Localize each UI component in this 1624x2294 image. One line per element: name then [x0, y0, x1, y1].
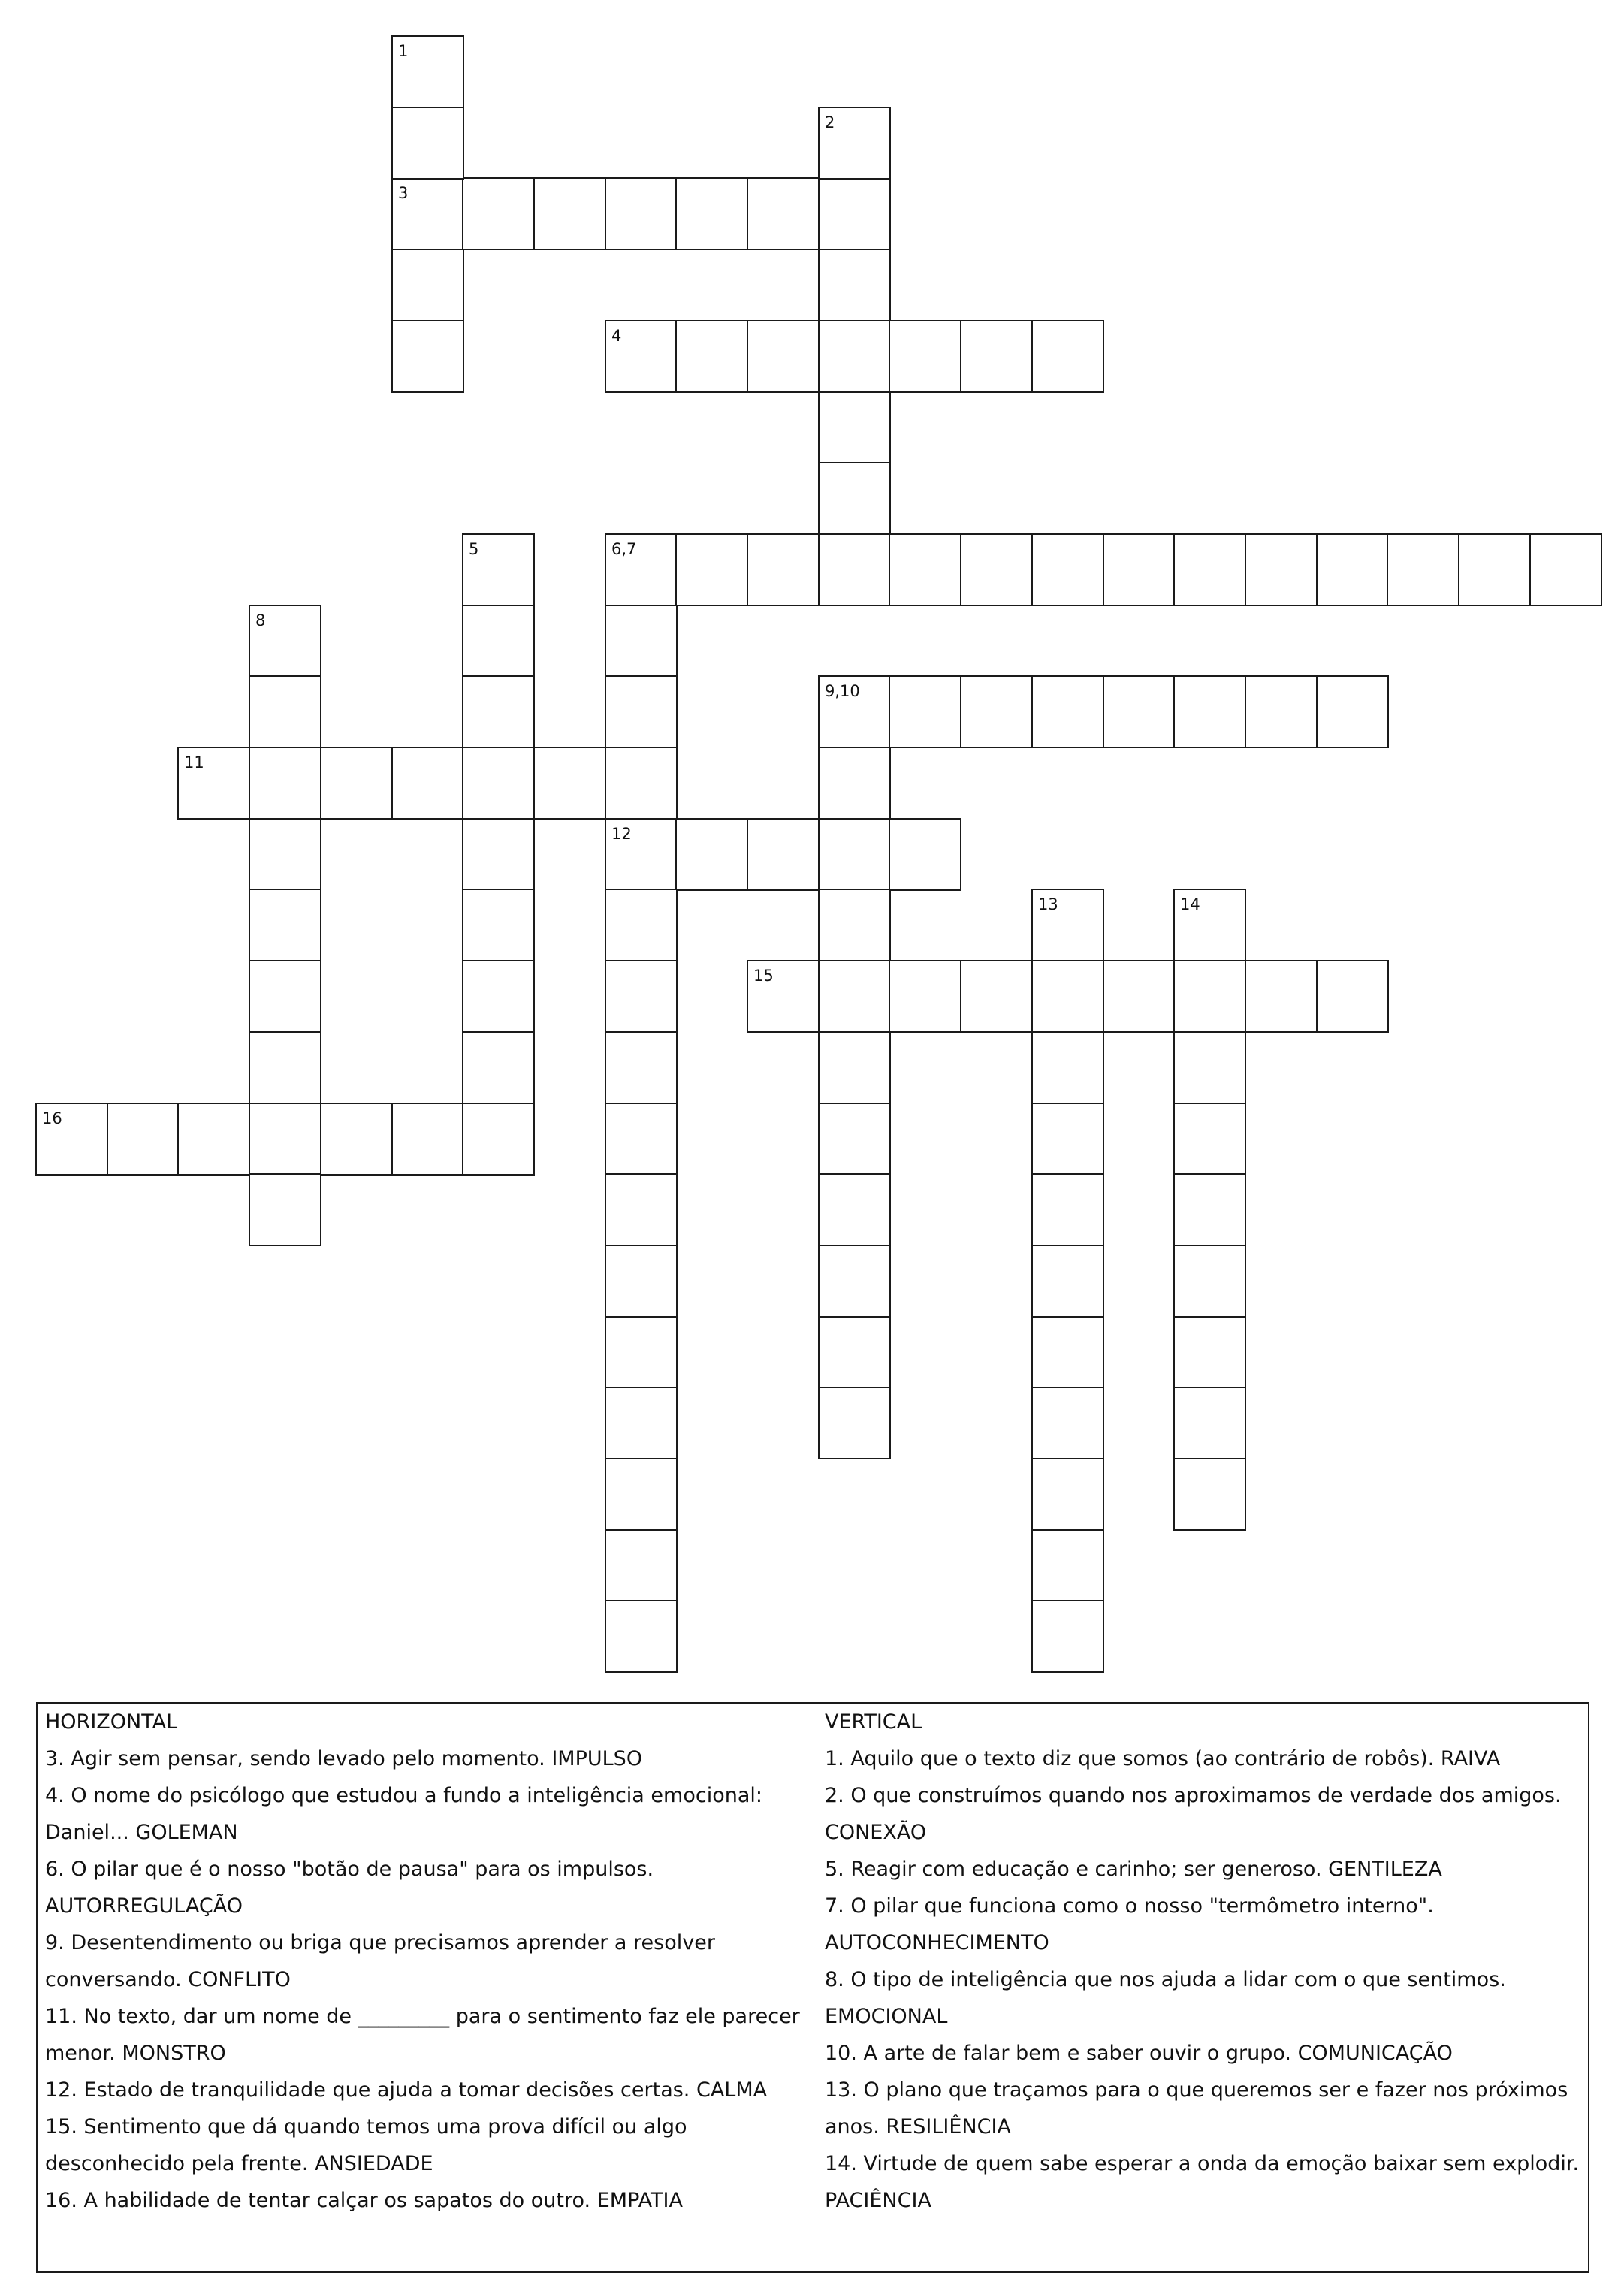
- clue-number: 13: [1038, 895, 1058, 913]
- crossword-cell[interactable]: [1031, 1103, 1104, 1176]
- crossword-cell[interactable]: [1529, 533, 1602, 606]
- crossword-cell[interactable]: [1316, 675, 1389, 748]
- clue-number: 5: [469, 540, 479, 558]
- crossword-cell[interactable]: [391, 1103, 464, 1176]
- crossword-cell[interactable]: [249, 747, 321, 820]
- crossword-cell[interactable]: [107, 1103, 180, 1176]
- clue-line: anos. RESILIÊNCIA: [825, 2115, 1011, 2139]
- crossword-cell[interactable]: [1173, 1245, 1246, 1318]
- clue-line: conversando. CONFLITO: [45, 1968, 291, 1991]
- crossword-cell[interactable]: [249, 1103, 321, 1176]
- clues-box: [36, 1702, 1589, 2273]
- crossword-cell[interactable]: [889, 818, 961, 891]
- crossword-cell[interactable]: [462, 177, 535, 250]
- crossword-cell[interactable]: [249, 675, 321, 748]
- crossword-cell[interactable]: [960, 533, 1033, 606]
- crossword-cell[interactable]: [818, 249, 891, 321]
- clue-line: 9. Desentendimento ou briga que precisamos aprender a resolver: [45, 1931, 715, 1954]
- clue-number: 1: [398, 42, 409, 60]
- clue-number: 2: [825, 113, 835, 131]
- crossword-cell[interactable]: [818, 747, 891, 820]
- crossword-cell[interactable]: [818, 320, 891, 393]
- crossword-cell[interactable]: [1103, 675, 1176, 748]
- crossword-cell[interactable]: [249, 889, 321, 961]
- crossword-cell[interactable]: [1173, 1316, 1246, 1389]
- crossword-cell[interactable]: [1458, 533, 1531, 606]
- crossword-cell[interactable]: [605, 747, 678, 820]
- crossword-cell[interactable]: [1173, 1458, 1246, 1531]
- crossword-cell[interactable]: [249, 818, 321, 891]
- horizontal-clues: [45, 1704, 800, 2219]
- crossword-cell[interactable]: [605, 960, 678, 1033]
- crossword-cell[interactable]: [889, 320, 961, 393]
- crossword-cell[interactable]: [889, 675, 961, 748]
- crossword-cell[interactable]: [605, 1600, 678, 1673]
- crossword-cell[interactable]: [1031, 1173, 1104, 1246]
- crossword-cell[interactable]: [605, 1103, 678, 1176]
- clue-line: 12. Estado de tranquilidade que ajuda a tomar decisões certas. CALMA: [45, 2078, 768, 2102]
- clue-line: HORIZONTAL: [45, 1710, 178, 1734]
- crossword-cell[interactable]: [1031, 320, 1104, 393]
- clue-line: 7. O pilar que funciona como o nosso "termômetro interno".: [825, 1894, 1434, 1918]
- clue-line: 3. Agir sem pensar, sendo levado pelo momento. IMPULSO: [45, 1747, 643, 1770]
- clue-line: CONEXÃO: [825, 1821, 927, 1844]
- crossword-cell[interactable]: [747, 818, 820, 891]
- crossword-cell[interactable]: [533, 177, 606, 250]
- crossword-cell[interactable]: [818, 1387, 891, 1459]
- crossword-cell[interactable]: [818, 1316, 891, 1389]
- clue-line: 15. Sentimento que dá quando temos uma prova difícil ou algo: [45, 2115, 687, 2139]
- clue-line: VERTICAL: [825, 1710, 922, 1734]
- crossword-cell[interactable]: [1031, 1529, 1104, 1602]
- crossword-cell[interactable]: [249, 1031, 321, 1104]
- crossword-cell[interactable]: [605, 1173, 678, 1246]
- crossword-cell[interactable]: [889, 533, 961, 606]
- clue-line: 16. A habilidade de tentar calçar os sapatos do outro. EMPATIA: [45, 2189, 683, 2212]
- clue-number: 16: [42, 1109, 62, 1127]
- crossword-cell[interactable]: [391, 107, 464, 180]
- clue-number: 11: [184, 753, 204, 771]
- crossword-cell[interactable]: [1031, 1245, 1104, 1318]
- crossword-cell[interactable]: [818, 1173, 891, 1246]
- clue-line: EMOCIONAL: [825, 2005, 948, 2028]
- clue-number: 14: [1180, 895, 1200, 913]
- crossword-cell[interactable]: [960, 675, 1033, 748]
- clue-number: 3: [398, 184, 409, 202]
- crossword-cell[interactable]: [605, 1031, 678, 1104]
- clue-line: 2. O que construímos quando nos aproximamos de verdade dos amigos.: [825, 1784, 1562, 1807]
- crossword-cell[interactable]: [391, 249, 464, 321]
- crossword-cell[interactable]: [462, 747, 535, 820]
- crossword-cell[interactable]: [747, 533, 820, 606]
- crossword-cell[interactable]: [605, 1316, 678, 1389]
- crossword-cell[interactable]: [1173, 675, 1246, 748]
- crossword-cell[interactable]: [605, 889, 678, 961]
- crossword-cell[interactable]: [1031, 1031, 1104, 1104]
- crossword-cell[interactable]: [533, 747, 606, 820]
- clue-line: desconhecido pela frente. ANSIEDADE: [45, 2152, 433, 2175]
- clue-number: 6,7: [611, 540, 637, 558]
- crossword-cell[interactable]: [605, 1245, 678, 1318]
- crossword-cell[interactable]: [818, 1103, 891, 1176]
- crossword-cell[interactable]: [605, 1529, 678, 1602]
- clue-number: 8: [255, 611, 266, 629]
- crossword-cell[interactable]: [605, 605, 678, 678]
- crossword-cell[interactable]: [1173, 1031, 1246, 1104]
- crossword-cell[interactable]: [462, 605, 535, 678]
- clue-line: AUTORREGULAÇÃO: [45, 1894, 243, 1918]
- crossword-cell[interactable]: [1031, 1387, 1104, 1459]
- clue-line: PACIÊNCIA: [825, 2189, 931, 2212]
- crossword-cell[interactable]: [675, 533, 748, 606]
- clue-number: 12: [611, 825, 632, 843]
- crossword-cell[interactable]: [391, 747, 464, 820]
- clue-number: 4: [611, 327, 622, 345]
- crossword-cell[interactable]: [605, 177, 678, 250]
- crossword-cell[interactable]: [818, 889, 891, 961]
- crossword-cell[interactable]: [462, 960, 535, 1033]
- crossword-cell[interactable]: [391, 320, 464, 393]
- crossword-cell[interactable]: [1031, 1316, 1104, 1389]
- crossword-cell[interactable]: [818, 177, 891, 250]
- crossword-cell[interactable]: [1031, 960, 1104, 1033]
- crossword-cell[interactable]: [1031, 1458, 1104, 1531]
- clue-line: Daniel... GOLEMAN: [45, 1821, 238, 1844]
- crossword-cell[interactable]: [675, 177, 748, 250]
- crossword-cell[interactable]: [818, 533, 891, 606]
- crossword-cell[interactable]: [249, 960, 321, 1033]
- crossword-cell[interactable]: [960, 960, 1033, 1033]
- crossword-cell[interactable]: [960, 320, 1033, 393]
- crossword-cell[interactable]: [1173, 533, 1246, 606]
- crossword-cell[interactable]: [1316, 533, 1389, 606]
- crossword-cell[interactable]: [605, 1387, 678, 1459]
- crossword-cell[interactable]: [818, 818, 891, 891]
- crossword-cell[interactable]: [1031, 675, 1104, 748]
- crossword-cell[interactable]: [462, 675, 535, 748]
- clue-line: 8. O tipo de inteligência que nos ajuda a lidar com o que sentimos.: [825, 1968, 1506, 1991]
- crossword-cell[interactable]: [1173, 1103, 1246, 1176]
- clue-line: menor. MONSTRO: [45, 2042, 226, 2065]
- crossword-cell[interactable]: [889, 960, 961, 1033]
- vertical-clues: [825, 1704, 1579, 2219]
- crossword-cell[interactable]: [1245, 533, 1318, 606]
- crossword-cell[interactable]: [747, 177, 820, 250]
- crossword-cell[interactable]: [1103, 960, 1176, 1033]
- crossword-cell[interactable]: [1031, 1600, 1104, 1673]
- crossword-cell[interactable]: [1173, 960, 1246, 1033]
- crossword-cell[interactable]: [747, 320, 820, 393]
- clue-line: 13. O plano que traçamos para o que queremos ser e fazer nos próximos: [825, 2078, 1568, 2102]
- crossword-cell[interactable]: [1103, 533, 1176, 606]
- crossword-cell[interactable]: [462, 818, 535, 891]
- clue-line: 6. O pilar que é o nosso "botão de pausa" para os impulsos.: [45, 1858, 654, 1881]
- crossword-cell[interactable]: [1245, 960, 1318, 1033]
- crossword-cell[interactable]: [1173, 1387, 1246, 1459]
- crossword-cell[interactable]: [605, 675, 678, 748]
- crossword-cell[interactable]: [675, 320, 748, 393]
- clue-line: 1. Aquilo que o texto diz que somos (ao contrário de robôs). RAIVA: [825, 1747, 1501, 1770]
- crossword-cell[interactable]: [1387, 533, 1459, 606]
- crossword-cell[interactable]: [675, 818, 748, 891]
- crossword-cell[interactable]: [1316, 960, 1389, 1033]
- clue-line: AUTOCONHECIMENTO: [825, 1931, 1049, 1954]
- crossword-cell[interactable]: [1245, 675, 1318, 748]
- clue-number: 15: [753, 967, 774, 985]
- clue-number: 9,10: [825, 682, 860, 700]
- crossword-cell[interactable]: [818, 391, 891, 464]
- crossword-cell[interactable]: [818, 462, 891, 535]
- crossword-cell[interactable]: [462, 889, 535, 961]
- crossword-cell[interactable]: [1031, 533, 1104, 606]
- crossword-cell[interactable]: [462, 1031, 535, 1104]
- crossword-cell[interactable]: [462, 1103, 535, 1176]
- crossword-cell[interactable]: [818, 1031, 891, 1104]
- clue-line: 4. O nome do psicólogo que estudou a fundo a inteligência emocional:: [45, 1784, 762, 1807]
- crossword-cell[interactable]: [249, 1173, 321, 1246]
- crossword-cell[interactable]: [320, 747, 393, 820]
- crossword-cell[interactable]: [177, 1103, 250, 1176]
- crossword-cell[interactable]: [1173, 1173, 1246, 1246]
- crossword-cell[interactable]: [818, 1245, 891, 1318]
- clue-line: 11. No texto, dar um nome de _________ para o sentimento faz ele parecer: [45, 2005, 800, 2028]
- crossword-cell[interactable]: [818, 960, 891, 1033]
- crossword-cell[interactable]: [605, 1458, 678, 1531]
- crossword-cell[interactable]: [320, 1103, 393, 1176]
- clue-line: 14. Virtude de quem sabe esperar a onda da emoção baixar sem explodir.: [825, 2152, 1580, 2175]
- clue-line: 5. Reagir com educação e carinho; ser generoso. GENTILEZA: [825, 1858, 1442, 1881]
- clue-line: 10. A arte de falar bem e saber ouvir o grupo. COMUNICAÇÃO: [825, 2042, 1453, 2065]
